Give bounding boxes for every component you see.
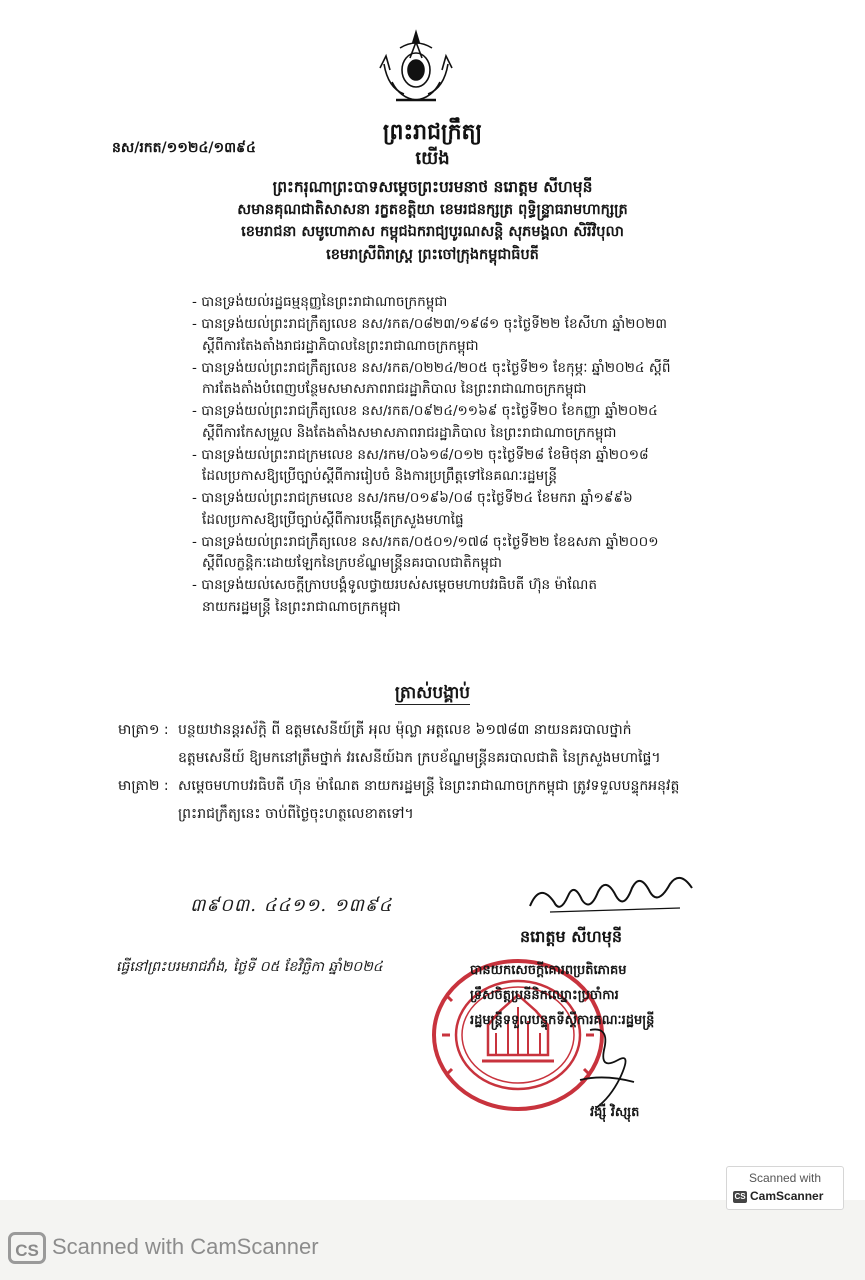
article-label: មាត្រា២ : [118,778,169,794]
preamble-list [192,292,752,619]
preamble-line-cont: ស្តីពីការកែសម្រួល និងតែងតាំងសមាសភាពរាជរដ្ឋាភិបាល នៃព្រះរាជាណាចក្រកម្ពុជា [202,424,617,441]
preamble-line-cont: ដែលប្រកាសឱ្យប្រើច្បាប់ស្តីពីការបង្កើតក្រសួងមហាផ្ទៃ [202,511,464,528]
article-text-cont: ឧត្តមសេនីយ៍ ឱ្យមកនៅត្រឹមថ្នាក់ វរសេនីយ៍ឯក ក្របខ័ណ្ឌមន្ត្រីនគរបាលជាតិ នៃក្រសួងមហាផ្ទៃ។ [178,750,661,766]
article-2 [118,772,758,828]
camscanner-logo-icon: CS [8,1232,46,1264]
decree-reference-number: នស/រកត/១១២៤/១៣៩៤ [112,140,256,156]
preamble-line: - បានទ្រង់យល់សេចក្តីក្រាបបង្គំទូលថ្វាយរបស់សម្តេចមហាបវរធិបតី ហ៊ុន ម៉ាណែត [192,575,752,597]
king-title-line: សមានគុណជាតិសាសនា រក្ខតខត្តិយា ខេមរជនក្សត្រ ពុទ្ធិន្ទ្រាធរាមហាក្សត្រ [237,201,628,218]
badge-brand: CamScanner [750,1189,824,1203]
preamble-line: - បានទ្រង់យល់ព្រះរាជក្រឹត្យលេខ នស/រកត/០៩២៤/១១៦៩ ចុះថ្ងៃទី២០ ខែកញ្ញា ឆ្នាំ២០២៤ [192,401,752,423]
preamble-line: - បានទ្រង់យល់ព្រះរាជក្រមលេខ នស/រកម/០១៩៦/០៨ ចុះថ្ងៃទី២៤ ខែមករា ឆ្នាំ១៩៩៦ [192,488,752,510]
preamble-item [192,445,752,488]
preamble-item [192,358,752,401]
badge-line1: Scanned with [748,1171,822,1185]
document-title: ព្រះរាជក្រឹត្យ [382,120,483,145]
preamble-line: - បានទ្រង់យល់ព្រះរាជក្រមលេខ នស/រកម/០៦១៨/០១២ ចុះថ្ងៃទី២៨ ខែមិថុនា ឆ្នាំ២០១៨ [192,445,752,467]
preamble-line: - បានទ្រង់យល់រដ្ឋធម្មនុញ្ញនៃព្រះរាជាណាចក្រកម្ពុជា [192,292,752,314]
preamble-line-cont: ការតែងតាំងបំពេញបន្ថែមសមាសភាពរាជរដ្ឋាភិបាល នៃព្រះរាជាណាចក្រកម្ពុជា [202,381,587,397]
royal-emblem-icon [370,28,462,106]
king-title-line: ខេមរាជនា សមូហោភាស កម្ពុជឯករាជ្យបូរណសន្តិ សុភមង្គលា សិរីវិបុលា [241,224,624,240]
preamble-item [192,292,752,314]
camscanner-logo-icon: CS [734,1191,746,1201]
preamble-item [192,401,752,444]
king-title-line: ខេមរាស្រីពិរាស្ត្រ ព្រះចៅក្រុងកម្ពុជាធិបតី [326,246,539,263]
king-signature-name: នរោត្តម សីហមុនី [520,927,623,946]
preamble-item [192,314,752,357]
countersign-name: វង្ស៊ី វិស្សុត [590,1105,640,1120]
preamble-item [192,532,752,575]
camscanner-badge [726,1166,844,1210]
decree-heading-text: ត្រាស់បង្គាប់ [394,683,471,703]
king-title-block [0,176,865,266]
article-text: បន្ថយឋានន្តរស័ក្តិ ពី ឧត្តមសេនីយ៍ត្រី អុល ម៉ុល្លា អត្តលេខ ៦១៧៨៣ នាយនគរបាលថ្នាក់ [178,722,632,738]
countersign-line: បានយកសេចក្តីគោរពប្រតិភោគម [470,963,627,978]
preamble-line-cont: ស្តីពីការតែងតាំងរាជរដ្ឋាភិបាលនៃព្រះរាជាណាចក្រកម្ពុជា [202,337,479,354]
preamble-line-cont: នាយករដ្ឋមន្ត្រី នៃព្រះរាជាណាចក្រកម្ពុជា [202,598,401,615]
footer-watermark [8,1232,319,1268]
preamble-line: - បានទ្រង់យល់ព្រះរាជក្រឹត្យលេខ នស/រកត/០៨២៣/១៩៨១ ចុះថ្ងៃទី២២ ខែសីហា ឆ្នាំ២០២៣ [192,314,752,336]
article-1 [118,716,758,772]
preamble-item [192,575,752,618]
preamble-item [192,488,752,531]
king-title-line: ព្រះករុណាព្រះបាទសម្តេចព្រះបរមនាថ នរោត្តម សីហមុនី [272,178,593,196]
preamble-line: - បានទ្រង់យល់ព្រះរាជក្រឹត្យលេខ នស/រកត/០៥០១/១៧៨ ចុះថ្ងៃទី២២ ខែឧសភា ឆ្នាំ២០០១ [192,532,752,554]
decree-heading [0,682,865,707]
badge-line2 [733,1189,823,1203]
handwritten-date: ៣៩០៣. ៤៤១១. ១៣៩៤ [190,895,393,916]
date-place-line: ធ្វើនៅព្រះបរមរាជវាំង, ថ្ងៃទី ០៥ ខែវិច្ឆិកា ឆ្នាំ២០២៤ [116,959,383,975]
countersign-line: រដ្ឋមន្ត្រីទទួលបន្ទុកទីស្តីការគណៈរដ្ឋមន្ត្រី [470,1013,655,1028]
article-label: មាត្រា១ : [118,722,169,738]
document-subtitle: យើង [415,148,450,169]
preamble-line: - បានទ្រង់យល់ព្រះរាជក្រឹត្យលេខ នស/រកត/០២២៤/២០៥ ចុះថ្ងៃទី២១ ខែកុម្ភៈ ឆ្នាំ២០២៤ ស្តីពី [192,358,752,380]
footer-text: Scanned with CamScanner [52,1233,319,1259]
preamble-line-cont: ដែលប្រកាសឱ្យប្រើច្បាប់ស្តីពីការរៀបចំ និងការប្រព្រឹត្តទៅនៃគណៈរដ្ឋមន្ត្រី [202,468,557,484]
countersign-line: ទ្រឹសចិត្តប្រនីនិកឈ្នោះប្រចាំការ [470,988,619,1003]
article-text-cont: ព្រះរាជក្រឹត្យនេះ ចាប់ពីថ្ងៃចុះហត្ថលេខាតទៅ។ [178,806,414,822]
preamble-line-cont: ស្តីពីលក្ខន្តិកៈដោយឡែកនៃក្របខ័ណ្ឌមន្ត្រីនគរបាលជាតិកម្ពុជា [202,555,502,571]
article-text: សម្តេចមហាបវរធិបតី ហ៊ុន ម៉ាណែត នាយករដ្ឋមន្ត្រី នៃព្រះរាជាណាចក្រកម្ពុជា ត្រូវទទួលបន្ទុកអនុវត្ត [178,778,680,794]
king-signature-icon [520,862,710,922]
